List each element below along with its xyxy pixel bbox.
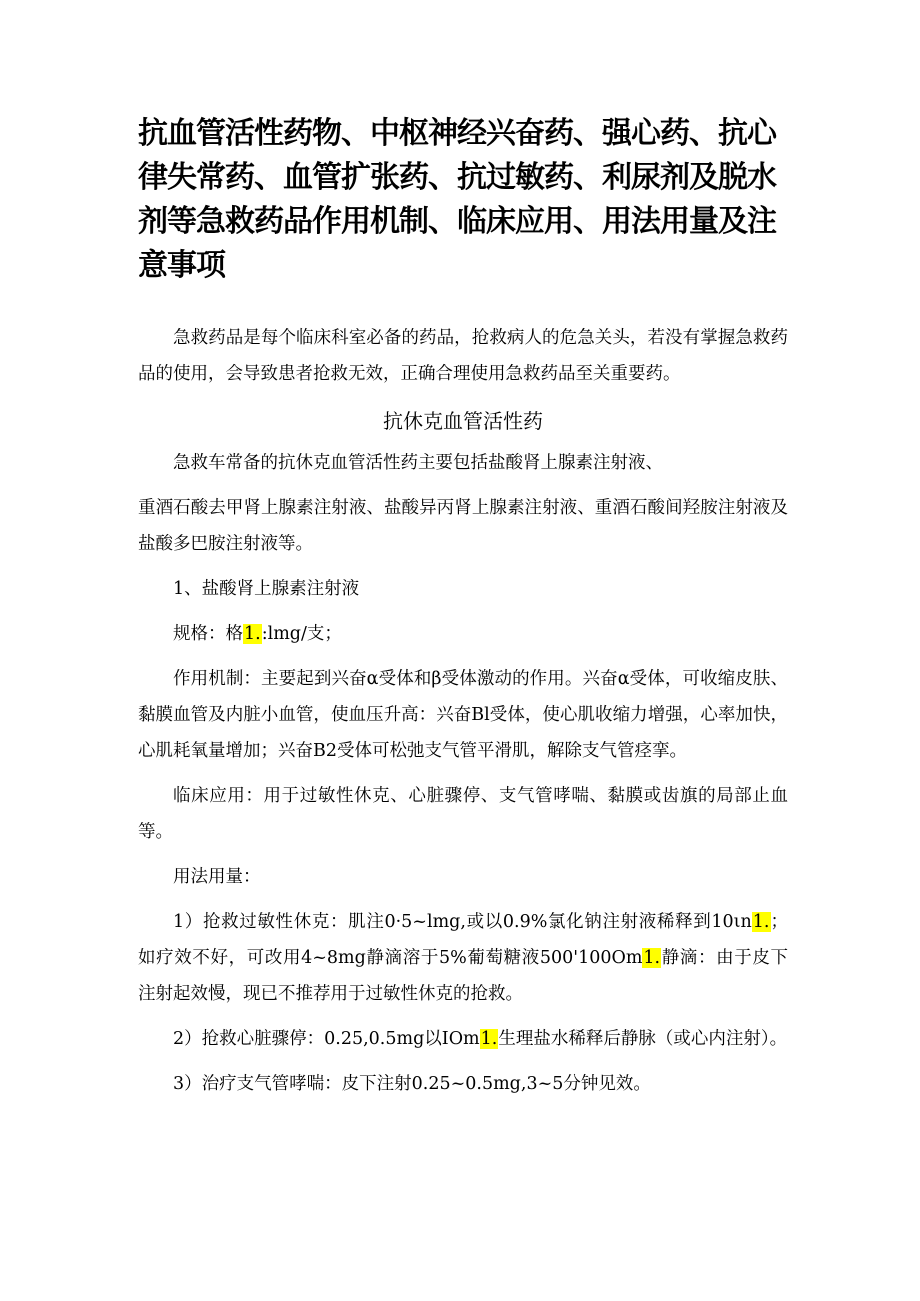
spec-text-a: 规格：格 — [173, 624, 243, 644]
section-heading: 抗休克血管活性药 — [383, 409, 543, 433]
usage2-text-a: 2）抢救心脏骤停：0.25,0.5mg以IOm — [173, 1029, 480, 1049]
usage-label: 用法用量： — [173, 867, 261, 887]
highlight-mark: 1. — [244, 624, 261, 644]
usage-item-1 — [138, 904, 788, 1012]
usage2-text-b: 生理盐水稀释后静脉（或心内注射）。 — [498, 1029, 788, 1049]
usage1-text-b: ；如疗效不好，可改用4~8mg静滴溶于5%葡萄糖液500'100Om — [138, 912, 788, 968]
mechanism-paragraph: 作用机制：主要起到兴奋α受体和β受体激动的作用。兴奋α受体，可收缩皮肤、黏膜血管及内脏小血管，使血压升高：兴奋Bl受体，使心肌收缩力增强，心率加快，心肌耗氧量增加；兴奋B2受体可松弛支气管平滑肌，解除支气管痉挛。 — [138, 669, 788, 761]
usage-item-2 — [138, 1021, 788, 1057]
section-intro-line-2: 重酒石酸去甲肾上腺素注射液、盐酸异丙肾上腺素注射液、重酒石酸间羟胺注射液及盐酸多巴胺注射液等。 — [138, 498, 788, 554]
document-body — [138, 320, 788, 1111]
item-title: 1、盐酸肾上腺素注射液 — [173, 579, 360, 599]
highlight-mark: 1. — [752, 912, 770, 932]
intro-paragraph: 急救药品是每个临床科室必备的药品，抢救病人的危急关头，若没有掌握急救药品的使用，会导致患者抢救无效，正确合理使用急救药品至关重要药。 — [138, 328, 788, 384]
usage-item-3: 3）治疗支气管哮喘：皮下注射0.25~0.5mg,3~5分钟见效。 — [173, 1074, 651, 1094]
highlight-mark: 1. — [480, 1029, 498, 1049]
spec-paragraph — [138, 616, 788, 652]
document-title: 抗血管活性药物、中枢神经兴奋药、强心药、抗心律失常药、血管扩张药、抗过敏药、利尿剂及脱水剂等急救药品作用机制、临床应用、用法用量及注意事项 — [138, 116, 776, 283]
section-intro-line-1: 急救车常备的抗休克血管活性药主要包括盐酸肾上腺素注射液、 — [173, 453, 663, 473]
highlight-mark: 1. — [643, 948, 661, 968]
spec-text-b: :lmg/支； — [261, 624, 342, 644]
clinical-paragraph: 临床应用：用于过敏性休克、心脏骤停、支气管哮喘、黏膜或齿旗的局部止血等。 — [138, 786, 788, 842]
usage1-text-a: 1）抢救过敏性休克：肌注0·5~lmg,或以0.9%氯化钠注射液稀释到10ιn — [173, 912, 752, 932]
usage1-text-c: 静滴：由于皮下注射起效慢，现已不推荐用于过敏性休克的抢救。 — [138, 948, 788, 1004]
